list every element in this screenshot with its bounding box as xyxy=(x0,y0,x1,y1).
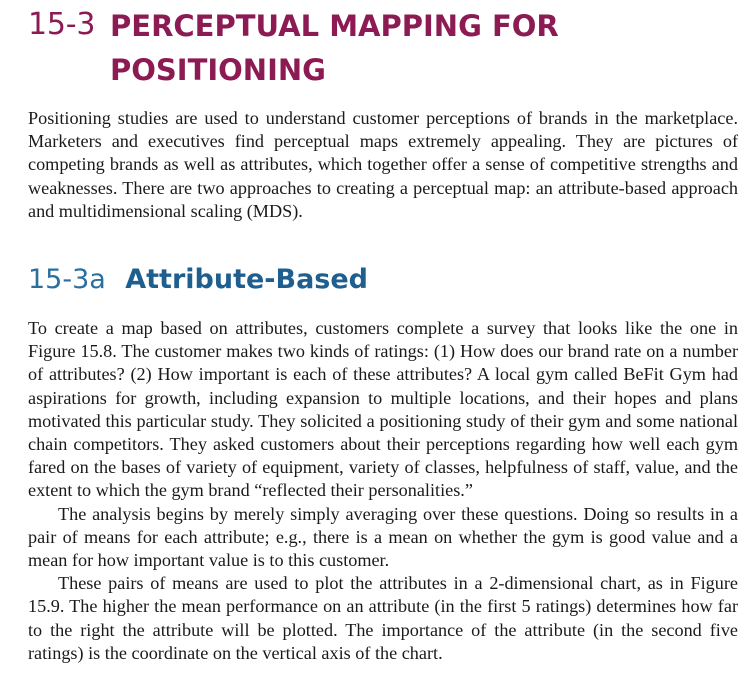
intro-paragraph: Positioning studies are used to understand customer perceptions of brands in the marketplace. Marketers and executives find perceptual maps extremely appealing. They are pictures of competing brands as well as attributes, which together offer a sense of competitive strengths and weaknesses. There are two approaches to creating a perceptual map: an attribute-based approach and multidimensional scaling (MDS). xyxy=(28,108,738,221)
attribute-paragraph-2: The analysis begins by merely simply averaging over these questions. Doing so results in a pair of means for each attribute; e.g., there is a mean on whether the gym is good value and a mean for how important value is to this customer. xyxy=(28,503,738,571)
intro-text-block xyxy=(28,107,738,223)
section-number: 15-3 xyxy=(28,7,96,42)
section-title: PERCEPTUAL MAPPING FOR POSITIONING xyxy=(110,9,559,87)
subsection-heading xyxy=(28,262,368,298)
subsection-number: 15-3a xyxy=(28,264,106,295)
section-heading xyxy=(28,4,728,92)
attribute-paragraph-3: These pairs of means are used to plot the attributes in a 2-dimensional chart, as in Figure 15.9. The higher the mean performance on an attribute (in the first 5 ratings) determines how far to the right the attribute will be plotted. The importance of the attribute (in the second five ratings) is the coordinate on the vertical axis of the chart. xyxy=(28,573,738,663)
subsection-title: Attribute-Based xyxy=(125,264,368,295)
attribute-based-text-block xyxy=(28,317,738,665)
attribute-paragraph-1: To create a map based on attributes, customers complete a survey that looks like the one in Figure 15.8. The customer makes two kinds of ratings: (1) How does our brand rate on a number of attributes? (2) How important is each of these attributes? A local gym called BeFit Gym had aspirations for growth, including expansion to multiple locations, and their hopes and plans motivated this particular study. They solicited a positioning study of their gym and some national chain competitors. They asked customers about their perceptions regarding how well each gym fared on the bases of variety of equipment, variety of classes, helpfulness of staff, value, and the extent to which the gym brand “reflected their personalities.” xyxy=(28,318,738,501)
